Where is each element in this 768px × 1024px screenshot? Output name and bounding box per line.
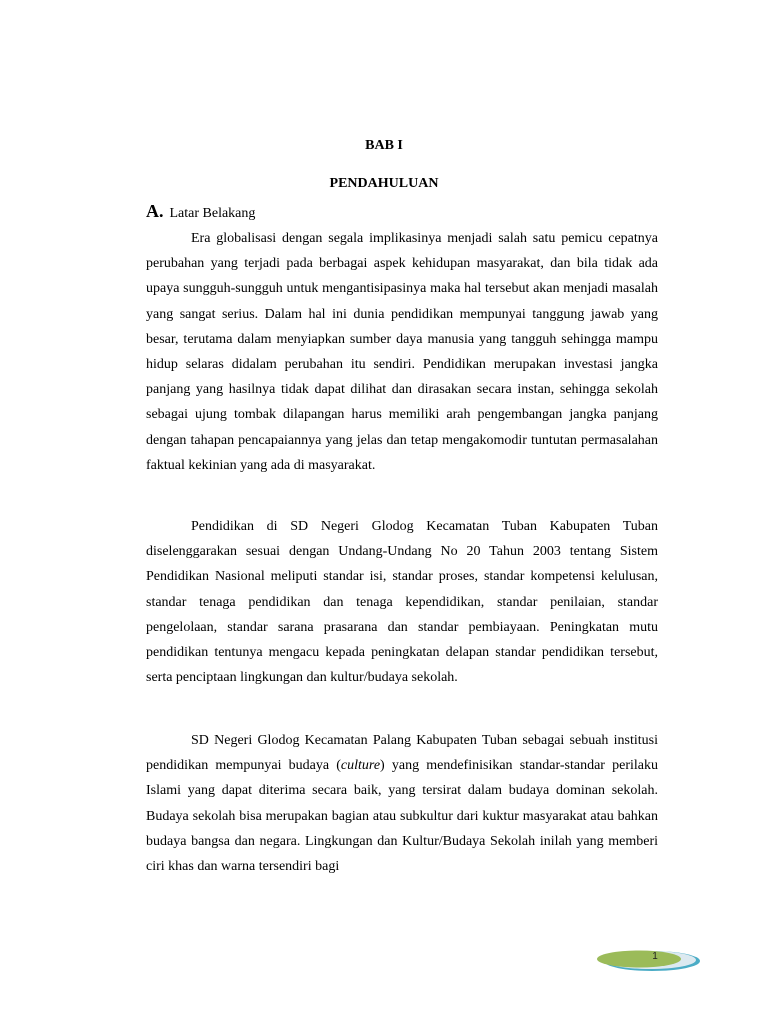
section-letter: A. xyxy=(146,201,164,221)
paragraph-2: Pendidikan di SD Negeri Glodog Kecamatan Tuban Kabupaten Tuban diselenggarakan sesuai dengan Undang-Undang No 20 Tahun 2003 tentang Sistem Pendidikan Nasional meliputi standar isi, standar proses, standar kompetensi kelulusan, standar tenaga pendidikan dan tenaga kependidikan, standar penilaian, standar pengelolaan, standar sarana prasarana dan standar pembiayaan. Peningkatan mutu pendidikan tentunya mengacu kepada peningkatan delapan standar pendidikan tersebut, serta penciptaan lingkungan dan kultur/budaya sekolah. xyxy=(146,519,658,686)
paragraph-3 xyxy=(146,728,658,879)
paragraph-3-text-after: ) yang mendefinisikan standar-standar perilaku Islami yang dapat diterima secara baik, yang tersirat dalam budaya dominan sekolah. Budaya sekolah bisa merupakan bagian atau subkultur dari kuktur masyarakat atau bahkan budaya bangsa dan negara. Lingkungan dan Kultur/Budaya Sekolah inilah yang memberi ciri khas dan warna tersendiri bagi xyxy=(146,758,658,875)
section-title: Latar Belakang xyxy=(169,206,256,221)
chapter-title: PENDAHULUAN xyxy=(329,176,439,191)
paragraph-3-italic-term: culture xyxy=(340,758,381,774)
page-number: 1 xyxy=(652,951,658,962)
paragraph-3-text-before: SD Negeri Glodog Kecamatan Palang Kabupaten Tuban sebagai sebuah institusi pendidikan mempunyai budaya ( xyxy=(146,733,658,774)
chapter-number: BAB I xyxy=(365,138,403,153)
section-heading xyxy=(146,201,255,222)
paragraph-1: Era globalisasi dengan segala implikasinya menjadi salah satu pemicu cepatnya perubahan yang terjadi pada berbagai aspek kehidupan masyarakat, dan bila tidak ada upaya sungguh-sungguh untuk mengantisipasinya maka hal tersebut akan menjadi masalah yang sangat serius. Dalam hal ini dunia pendidikan mempunyai tanggung jawab yang besar, terutama dalam menyiapkan sumber daya manusia yang tangguh sehingga mampu hidup selaras didalam perubahan itu sendiri. Pendidikan merupakan investasi jangka panjang yang hasilnya tidak dapat dilihat dan dirasakan secara instan, sehingga sekolah sebagai ujung tombak dilapangan harus memiliki arah pengembangan jangka panjang dengan tahapan pencapaiannya yang jelas dan tetap mengakomodir tuntutan permasalahan faktual kekinian yang ada di masyarakat. xyxy=(146,231,658,473)
